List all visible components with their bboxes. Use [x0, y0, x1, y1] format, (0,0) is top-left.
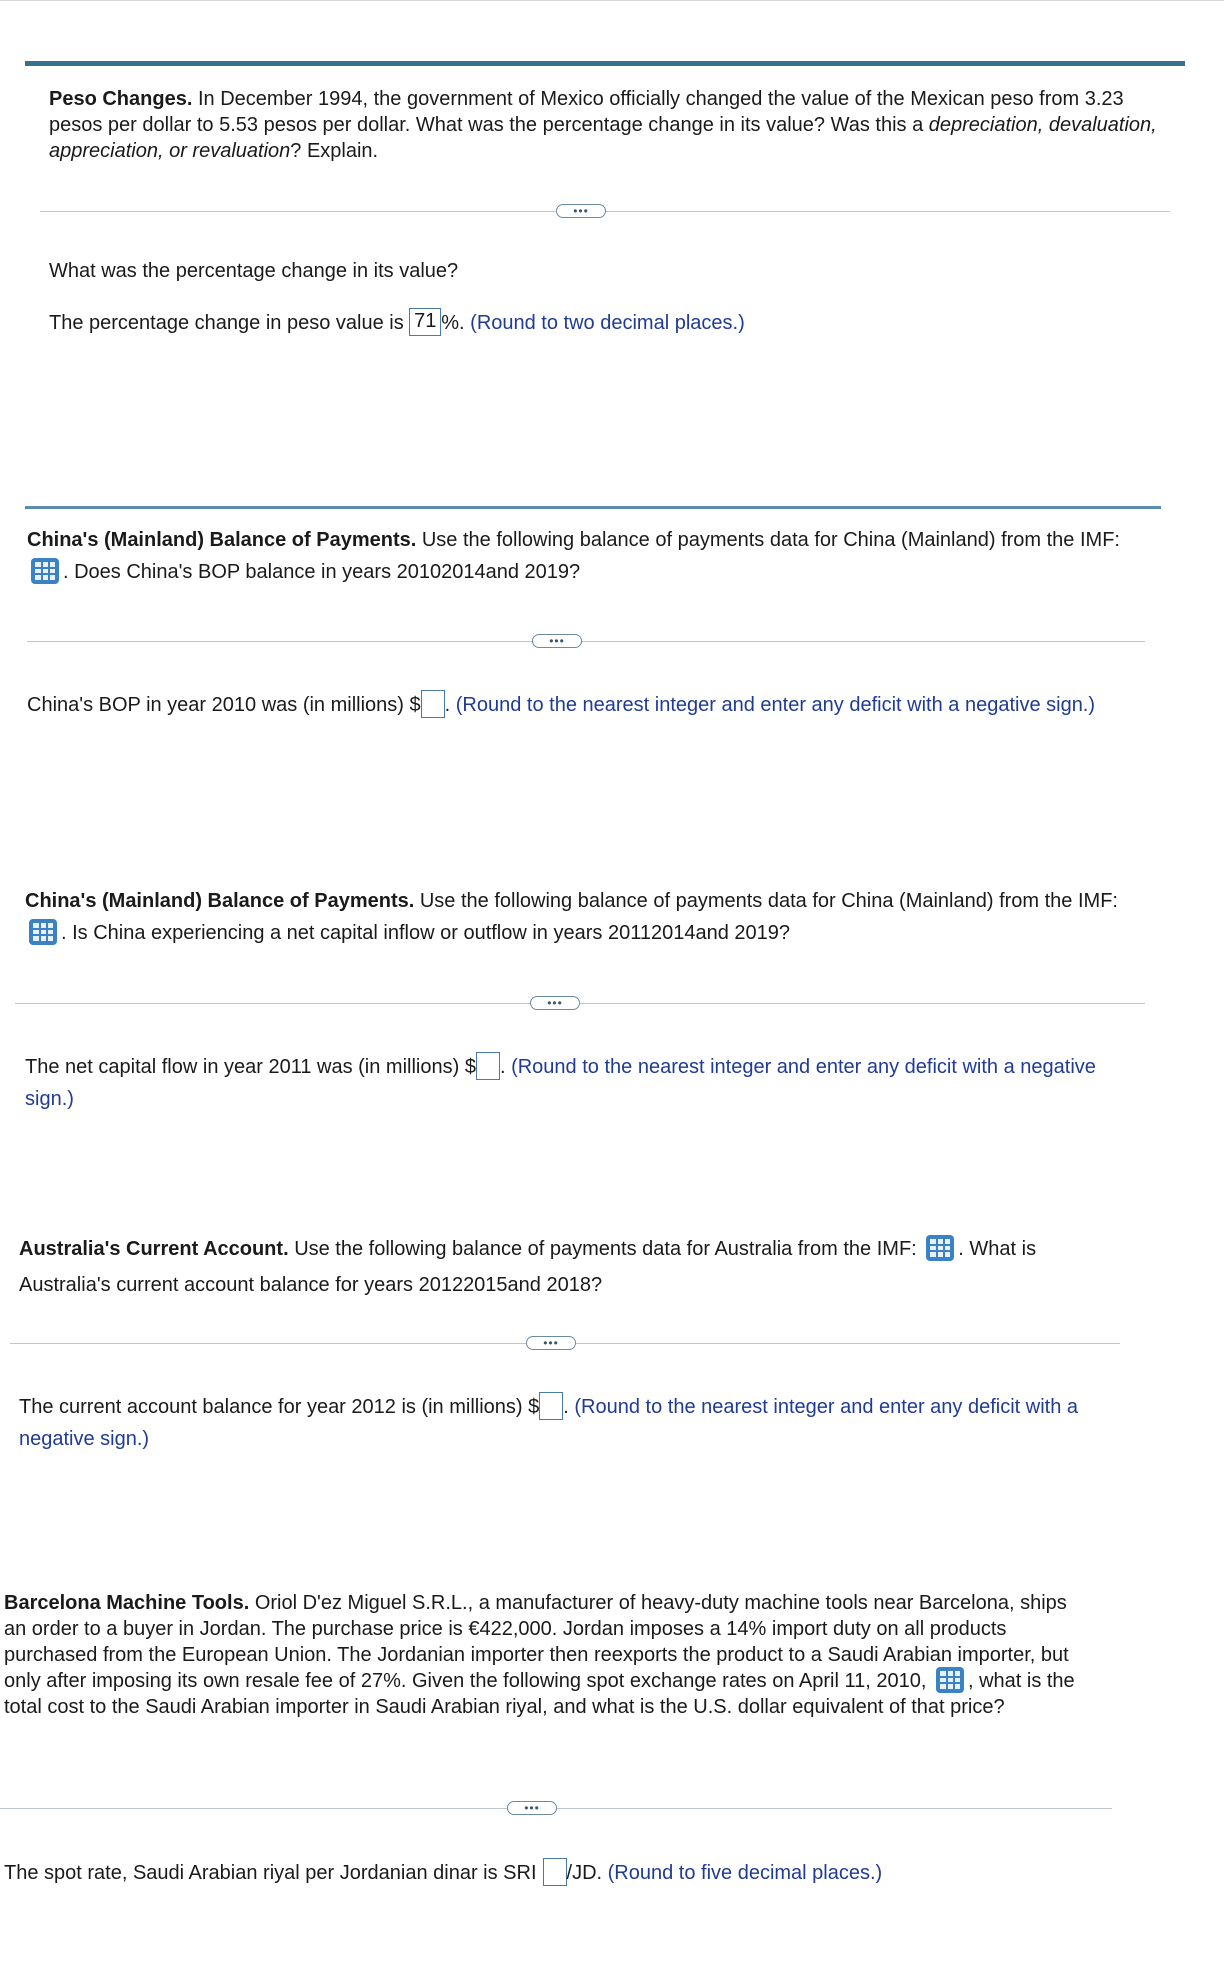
china-bop-more-button[interactable]: •••: [532, 634, 582, 648]
barcelona-answer-input[interactable]: [543, 1858, 567, 1886]
china-bop-title: China's (Mainland) Balance of Payments.: [27, 529, 417, 551]
peso-more-button[interactable]: •••: [556, 204, 606, 218]
section-bar-china-bop: [25, 506, 1161, 509]
barcelona-question-text: [4, 1590, 1094, 1720]
barcelona-answer-prefix: The spot rate, Saudi Arabian riyal per Jordanian dinar is SRI: [4, 1862, 537, 1884]
china-capital-body-2: . Is China experiencing a net capital inflow or outflow in years 20112014and 2019?: [61, 922, 790, 944]
australia-more-button[interactable]: •••: [526, 1336, 576, 1350]
china-bop-hint: (Round to the nearest integer and enter any deficit with a negative sign.): [455, 694, 1096, 716]
barcelona-answer-suffix: /JD.: [566, 1862, 603, 1884]
peso-options: depreciation, devaluation, appreciation, or revaluation: [49, 114, 1157, 162]
china-bop-answer-line: [27, 689, 1137, 721]
peso-subquestion: What was the percentage change in its value?: [49, 260, 459, 282]
peso-answer-input[interactable]: 71: [409, 308, 441, 336]
data-table-icon[interactable]: [936, 1667, 964, 1693]
china-capital-body-1: Use the following balance of payments data for China (Mainland) from the IMF:: [419, 890, 1118, 912]
china-bop-answer-input[interactable]: [421, 690, 445, 718]
australia-question-text: [19, 1231, 1125, 1303]
peso-question-text: [49, 86, 1169, 164]
china-bop-body-2: . Does China's BOP balance in years 20102014and 2019?: [63, 561, 581, 583]
peso-body-1: In December 1994, the government of Mexico officially changed the value of the Mexican peso from 3.23 pesos per dollar to 5.53 pesos per dollar. What was the percentage change in its value? Was this a: [49, 88, 1124, 136]
peso-body-2: ? Explain.: [290, 140, 379, 162]
china-capital-answer-prefix: The net capital flow in year 2011 was (in millions) $: [25, 1056, 476, 1078]
barcelona-title: Barcelona Machine Tools.: [4, 1592, 250, 1614]
china-capital-title: China's (Mainland) Balance of Payments.: [25, 890, 415, 912]
china-bop-answer-suffix: .: [444, 694, 451, 716]
data-table-icon[interactable]: [926, 1235, 954, 1261]
china-capital-more-button[interactable]: •••: [530, 996, 580, 1010]
australia-answer-input[interactable]: [539, 1392, 563, 1420]
australia-answer-prefix: The current account balance for year 2012 is (in millions) $: [19, 1396, 540, 1418]
australia-answer-line: [19, 1391, 1129, 1455]
peso-title: Peso Changes.: [49, 88, 193, 110]
china-bop-body-1: Use the following balance of payments data for China (Mainland) from the IMF:: [421, 529, 1120, 551]
china-capital-separator: [15, 1003, 1145, 1004]
china-bop-question-text: [27, 524, 1137, 588]
china-capital-answer-input[interactable]: [476, 1052, 500, 1080]
peso-answer-prefix: The percentage change in peso value is: [49, 312, 410, 334]
barcelona-body-1: Oriol D'ez Miguel S.R.L., a manufacturer of heavy-duty machine tools near Barcelona, ships an order to a buyer in Jordan. The purchase price is €422,000. Jordan imposes a 14% import duty on all products purchased from the European Union. The Jordanian importer then reexports the product to a Saudi Arabian importer, but only after imposing its own resale fee of 27%. Given the following spot exchange rates on April 11, 2010,: [4, 1592, 1069, 1692]
australia-hint: (Round to the nearest integer and enter any deficit with a negative sign.): [19, 1396, 1079, 1450]
data-table-icon[interactable]: [29, 919, 57, 945]
barcelona-body-2: , what is the total cost to the Saudi Arabian importer in Saudi Arabian riyal, and what is the U.S. dollar equivalent of that price?: [4, 1670, 1075, 1718]
china-capital-hint: (Round to the nearest integer and enter any deficit with a negative sign.): [25, 1056, 1096, 1110]
barcelona-answer-line: [4, 1858, 882, 1888]
australia-body-2: . What is Australia's current account balance for years 20122015and 2018?: [19, 1238, 1037, 1296]
barcelona-more-button[interactable]: •••: [507, 1801, 557, 1815]
top-divider: [0, 0, 1224, 1]
australia-title: Australia's Current Account.: [19, 1238, 289, 1260]
china-capital-answer-suffix: .: [499, 1056, 506, 1078]
section-bar-peso: [25, 61, 1185, 66]
peso-answer-line: [49, 308, 745, 338]
peso-hint: (Round to two decimal places.): [470, 312, 745, 334]
peso-answer-suffix: %.: [441, 312, 465, 334]
china-capital-question-text: [25, 885, 1135, 949]
australia-body-1: Use the following balance of payments data for Australia from the IMF:: [294, 1238, 923, 1260]
china-bop-separator: [27, 641, 1145, 642]
barcelona-hint: (Round to five decimal places.): [607, 1862, 883, 1884]
australia-answer-suffix: .: [563, 1396, 569, 1418]
china-bop-answer-prefix: China's BOP in year 2010 was (in millions) $: [27, 694, 421, 716]
china-capital-answer-line: [25, 1051, 1135, 1115]
data-table-icon[interactable]: [31, 558, 59, 584]
